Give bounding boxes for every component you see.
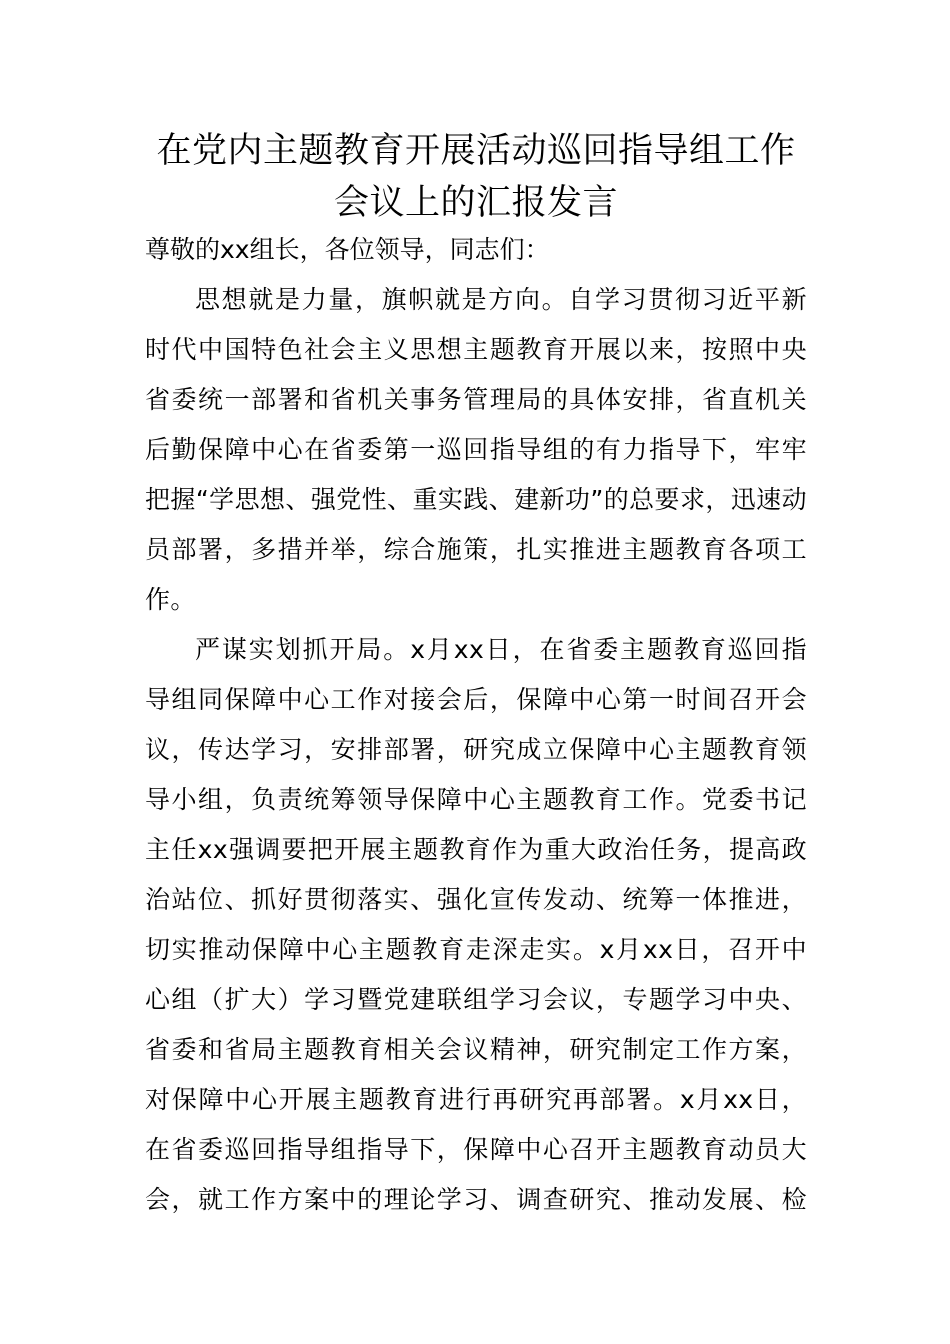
paragraph-1-line: 作。 [145, 585, 196, 614]
paragraph-2-line: 心组（扩大）学习暨党建联组学习会议，专题学习中央、 [145, 985, 807, 1014]
paragraph-2-line: 严谋实划抓开局。x月xx日，在省委主题教育巡回指 [195, 635, 807, 664]
salutation: 尊敬的xx组长，各位领导，同志们： [145, 235, 550, 264]
paragraph-2-line: 导小组，负责统筹领导保障中心主题教育工作。党委书记 [145, 785, 807, 814]
paragraph-2-line: 治站位、抓好贯彻落实、强化宣传发动、统筹一体推进， [145, 885, 807, 914]
paragraph-1-line: 时代中国特色社会主义思想主题教育开展以来，按照中央 [145, 335, 807, 364]
paragraph-2-line: 主任xx强调要把开展主题教育作为重大政治任务，提高政 [145, 835, 807, 864]
paragraph-2-line: 切实推动保障中心主题教育走深走实。x月xx日，召开中 [145, 935, 807, 964]
paragraph-1-line: 后勤保障中心在省委第一巡回指导组的有力指导下，牢牢 [145, 435, 807, 464]
paragraph-2-line: 对保障中心开展主题教育进行再研究再部署。x月xx日， [145, 1085, 807, 1114]
paragraph-1-line: 把握“学思想、强党性、重实践、建新功”的总要求，迅速动 [145, 485, 807, 514]
document-body [145, 282, 807, 1232]
paragraph-2-line: 会，就工作方案中的理论学习、调查研究、推动发展、检 [145, 1185, 807, 1214]
paragraph-1-line: 省委统一部署和省机关事务管理局的具体安排，省直机关 [145, 385, 807, 414]
paragraph-1-line: 员部署，多措并举，综合施策，扎实推进主题教育各项工 [145, 535, 807, 564]
paragraph-2-line: 议，传达学习，安排部署，研究成立保障中心主题教育领 [145, 735, 807, 764]
document-title-line-2: 会议上的汇报发言 [333, 183, 618, 223]
document-title-line-1: 在党内主题教育开展活动巡回指导组工作 [156, 131, 796, 171]
paragraph-2-line: 导组同保障中心工作对接会后，保障中心第一时间召开会 [145, 685, 807, 714]
paragraph-2-line: 在省委巡回指导组指导下，保障中心召开主题教育动员大 [145, 1135, 807, 1164]
paragraph-2-line: 省委和省局主题教育相关会议精神，研究制定工作方案， [145, 1035, 807, 1064]
paragraph-1-line: 思想就是力量，旗帜就是方向。自学习贯彻习近平新 [195, 285, 807, 314]
